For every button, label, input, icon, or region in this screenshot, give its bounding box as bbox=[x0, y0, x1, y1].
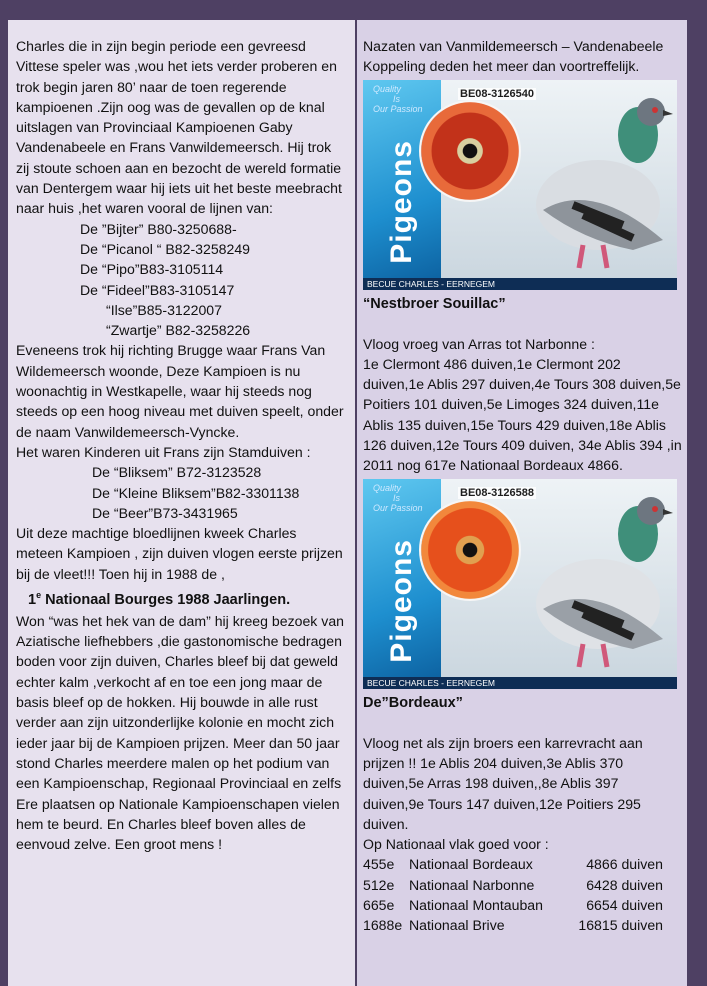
right-para-2: Vloog net als zijn broers een karrevracht aan prijzen !! 1e Ablis 204 duiven,3e Ablis 370 duiven,5e Arras 198 duiven,,8e Ablis 397 duiven,9e Tours 147 duiven,12e Poitiers 295 duiven. Op Nationaal vlak goed voor : bbox=[363, 734, 643, 853]
left-para-4: Won “was het hek van de dam” hij kreeg bezoek van Aziatische liefhebbers ,die gastonomische bedragen boden voor zijn duiven, Charles bleef bij dat geweld echter kalm ,verkocht af en toe een jong maar de basis bleef op de hokken. Hij bouwde in alle rust verder aan zijn uitzonderlijke kolonie en mocht zich ieder jaar bij de Kampioen prijzen. Meer dan 50 jaar stond Charles meerdere malen op het podium van een Kampioenschap, Regionaal Provinciaal en zelfs Ere plaatsen op Nationale Kampioenschapen vielen hem te beurd. En Charles bleef boven alles de eenvoud zelve. Een groot mens ! bbox=[16, 612, 344, 853]
lineage-line: De “Fideel”B83-3105147 bbox=[80, 281, 235, 298]
slogan-line: Quality bbox=[373, 482, 402, 493]
stam-line: De “Beer”B73-3431965 bbox=[92, 504, 238, 521]
photo-banner: BECUE CHARLES - EERNEGEM bbox=[363, 677, 677, 689]
pigeon-photo-1 bbox=[363, 80, 677, 290]
stam-line: De “Kleine Bliksem”B82-3301138 bbox=[92, 484, 300, 501]
highlight-sup: e bbox=[36, 590, 42, 601]
right-edge bbox=[687, 20, 707, 986]
national-race: Nationaal Bordeaux bbox=[409, 856, 533, 873]
highlight-rest: Nationaal Bourges 1988 Jaarlingen. bbox=[41, 591, 291, 608]
national-count: 6654 duiven bbox=[586, 897, 663, 914]
national-row bbox=[363, 875, 683, 895]
national-race: Nationaal Brive bbox=[409, 917, 505, 934]
national-row bbox=[363, 915, 683, 935]
slogan-line: Our Passion bbox=[373, 103, 423, 114]
national-row bbox=[363, 854, 683, 874]
pigeon-illustration bbox=[513, 489, 673, 679]
left-para-2: Eveneens trok hij richting Brugge waar Frans Van Wildemeersch woonde, Deze Kampioen is nu woonachtig in Westkapelle, waar hij steeds nog steeds op een hoog niveau met duiven speelt, onder de naam Vanwildemeersch-Vyncke. Het waren Kinderen uit Frans zijn Stamduiven : bbox=[16, 342, 344, 460]
brand-logo-text: Pigeons bbox=[385, 139, 418, 264]
national-rank: 665e bbox=[363, 897, 395, 914]
national-count: 6428 duiven bbox=[586, 876, 663, 893]
slogan-line: Is bbox=[393, 492, 401, 503]
right-column bbox=[357, 20, 687, 986]
national-rank: 1688e bbox=[363, 917, 403, 934]
slogan-line: Quality bbox=[373, 83, 402, 94]
national-race: Nationaal Narbonne bbox=[409, 876, 535, 893]
national-count: 16815 duiven bbox=[578, 917, 663, 934]
highlight-num: 1 bbox=[28, 591, 37, 608]
national-race: Nationaal Montauban bbox=[409, 897, 543, 914]
caption-2: De”Bordeaux” bbox=[363, 694, 463, 711]
left-intro: Charles die in zijn begin periode een gevreesd Vittese speler was ,wou het iets verder proberen en trok begin jaren 80’ naar de toen regerende kampioenen .Zijn oog was de gevallen op de knal uitslagen van Provinciaal Kampioenen Gaby Vandenabeele en Frans Vanwildemeersch. Hij trok zij stoute schoen aan en bezocht de wereld formatie van Dentergem waar hij iets uit het beste meebracht naar huis ,het waren vooral de lijnen van: bbox=[16, 38, 342, 217]
lineage-line: De “Pipo”B83-3105114 bbox=[80, 261, 224, 278]
ring-code: BE08-3126540 bbox=[460, 87, 535, 100]
photo-banner: BECUE CHARLES - EERNEGEM bbox=[363, 278, 677, 290]
lineage-line: De ”Bijter” B80-3250688- bbox=[80, 220, 237, 237]
pigeon-photo-2 bbox=[363, 479, 677, 689]
lineage-line: “Zwartje” B82-3258226 bbox=[106, 322, 251, 339]
national-count: 4866 duiven bbox=[586, 856, 663, 873]
lineage-line: “Ilse”B85-3122007 bbox=[106, 301, 222, 318]
national-row bbox=[363, 895, 683, 915]
left-para-3: Uit deze machtige bloedlijnen kweek Charles meteen Kampioen , zijn duiven vlogen eerste prijzen bij de vleet!!! Toen hij in 1988 de , bbox=[16, 525, 343, 582]
stam-line: De “Bliksem” B72-3123528 bbox=[92, 464, 262, 481]
brand-logo-text: Pigeons bbox=[385, 538, 418, 663]
national-rank: 512e bbox=[363, 876, 395, 893]
left-column bbox=[8, 20, 355, 986]
pigeon-eye bbox=[421, 102, 519, 200]
top-bar bbox=[0, 0, 707, 20]
ring-code: BE08-3126588 bbox=[460, 486, 535, 499]
right-intro: Nazaten van Vanmildemeersch – Vandenabeele Koppeling deden het meer dan voortreffelijk. bbox=[363, 38, 664, 75]
caption-1: “Nestbroer Souillac” bbox=[363, 295, 506, 312]
lineage-line: De “Picanol “ B82-3258249 bbox=[80, 240, 251, 257]
highlight-title bbox=[16, 584, 347, 611]
national-rank: 455e bbox=[363, 856, 395, 873]
right-para-1: Vloog vroeg van Arras tot Narbonne : 1e Clermont 486 duiven,1e Clermont 202 duiven,1e Ablis 297 duiven,4e Tours 308 duiven,5e Poitiers 101 duiven,5e Limoges 324 duiven,11e Ablis 135 duiven,15e Tours 429 duiven,18e Ablis 126 duiven,12e Tours 409 duiven, 34e Ablis 394 ,in 2011 nog 617e Nationaal Bordeaux 4866. bbox=[363, 335, 682, 474]
slogan-line: Our Passion bbox=[373, 502, 423, 513]
slogan-line: Is bbox=[393, 93, 401, 104]
pigeon-illustration bbox=[513, 90, 673, 280]
pigeon-eye bbox=[421, 501, 519, 599]
